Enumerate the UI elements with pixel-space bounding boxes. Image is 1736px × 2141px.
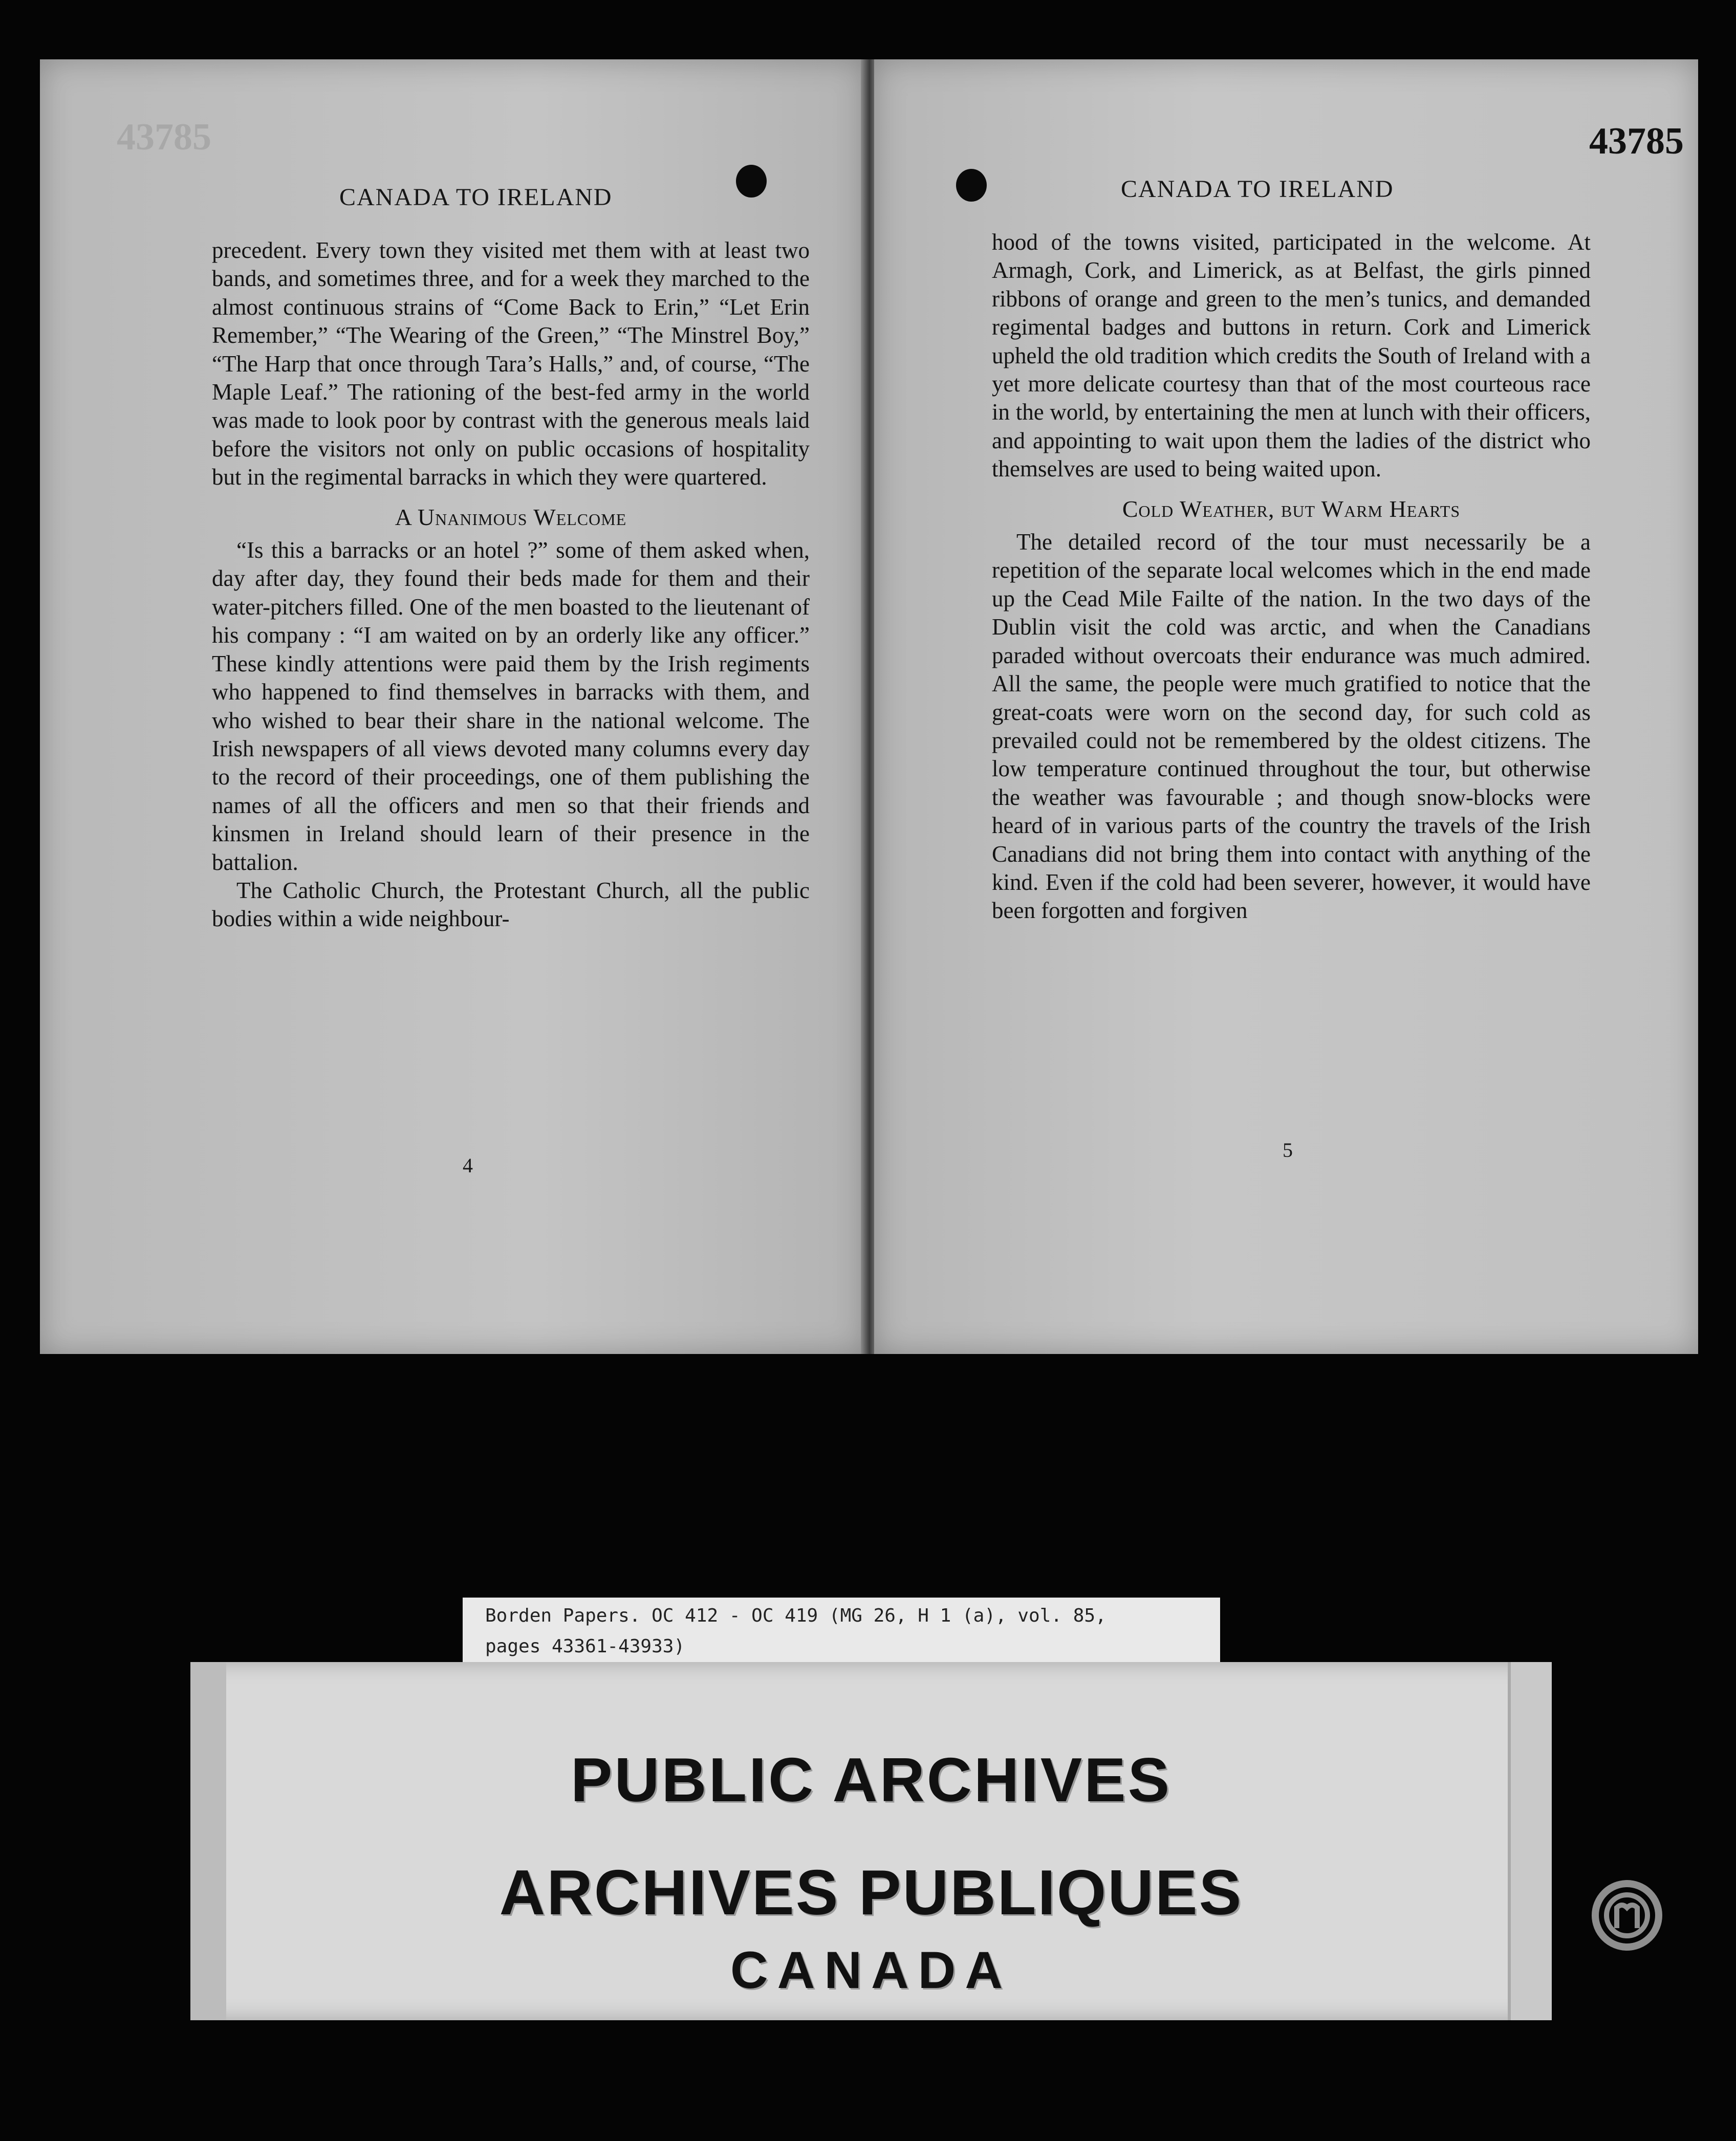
right-page — [874, 59, 1698, 1354]
reference-slip — [463, 1598, 1220, 1669]
microfilm-logo-icon — [1589, 1877, 1665, 1954]
reference-line: Borden Papers. OC 412 - OC 419 (MG 26, H 1 (a), vol. 85, — [485, 1605, 1106, 1626]
punch-hole — [956, 169, 987, 202]
card-title: PUBLIC ARCHIVES — [571, 1745, 1171, 1815]
paragraph: The Catholic Church, the Protestant Church, all the public bodies within a wide neighbour- — [212, 877, 810, 932]
archives-card — [190, 1662, 1552, 2020]
card-title-fr: ARCHIVES PUBLIQUES — [499, 1858, 1243, 1928]
right-page-body — [992, 228, 1591, 925]
paragraph: precedent. Every town they visited met them with at least two bands, and sometimes three, and for a week they marched to the almost continuous strains of “Come Back to Erin,” “Let Erin Remember,” “The Wearing of the Green,” “The Minstrel Boy,” “The Harp that once through Tara’s Halls,” and, of course, “The Maple Leaf.” The rationing of the best-fed army in the world was made to look poor by contrast with the generous meals laid before the visitors not only on public occasions of hospitality but in the regimental barracks in which they were quartered. — [212, 237, 810, 490]
card-country: CANADA — [730, 1941, 1012, 1999]
ghost-page-stamp: 43785 — [117, 116, 211, 158]
right-folio: 5 — [1283, 1139, 1293, 1162]
left-page — [40, 59, 865, 1354]
left-running-head: CANADA TO IRELAND — [339, 184, 613, 211]
paragraph: hood of the towns visited, participated in the welcome. At Armagh, Cork, and Limerick, as at Belfast, the girls pinned ribbons of orange and green to the men’s tunics, and demanded regimental badges and buttons in return. Cork and Limerick upheld the old tradition which credits the South of Ireland with a yet more delicate courtesy than that of the most courteous race in the world, by entertaining the men at lunch with their officers, and appointing to wait upon them the ladies of the district who themselves are used to being waited upon. — [992, 229, 1591, 482]
archive-page-stamp: 43785 — [1589, 120, 1684, 162]
section-heading: Cold Weather, but Warm Hearts — [1122, 495, 1461, 522]
book-spread — [40, 59, 1698, 1354]
section-heading: A Unanimous Welcome — [395, 504, 627, 530]
right-running-head: CANADA TO IRELAND — [1121, 176, 1394, 203]
left-folio: 4 — [463, 1154, 473, 1177]
reference-line: pages 43361-43933) — [485, 1636, 685, 1657]
punch-hole — [736, 165, 767, 198]
left-page-body — [212, 236, 810, 933]
paragraph: The detailed record of the tour must necessarily be a repetition of the separate local welcomes which in the end made up the Cead Mile Failte of the nation. In the two days of the Dublin visit the cold was arctic, and when the Canadians paraded without overcoats their endurance was much admired. All the same, the people were much gratified to notice that the great-coats were worn on the second day, for such cold as prevailed could not be remembered by the oldest citizens. The low temperature continued throughout the tour, but otherwise the weather was favourable ; and though snow-blocks were heard of in various parts of the country the travels of the Irish Canadians did not bring them into contact with anything of the kind. Even if the cold had been severer, however, it would have been forgotten and forgiven — [992, 529, 1591, 924]
paragraph: “Is this a barracks or an hotel ?” some of them asked when, day after day, they found their beds made for them and their water-pitchers filled. One of the men boasted to the lieutenant of his company : “I am waited on by an orderly like any officer.” These kindly attentions were paid them by the Irish regiments who happened to find themselves in barracks with them, and who wished to bear their share in the national welcome. The Irish newspapers of all views devoted many columns every day to the record of their proceedings, one of them publishing the names of all the officers and men so that their friends and kinsmen in Ireland should learn of their presence in the battalion. — [212, 537, 810, 875]
